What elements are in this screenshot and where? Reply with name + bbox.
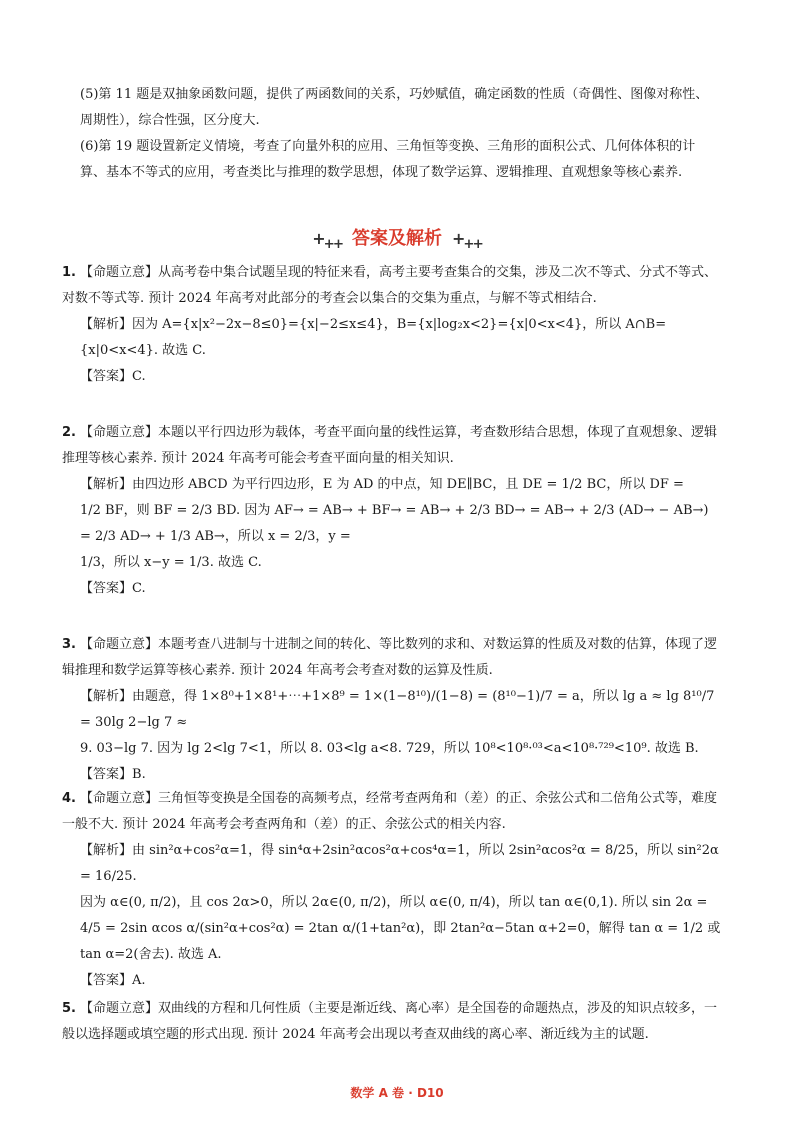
question-number: 5.	[62, 1001, 76, 1016]
analysis-text-1: 由四边形 ABCD 为平行四边形，E 为 AD 的中点，知 DE∥BC，且 DE = 1/2 BC，所以 DF =	[132, 477, 684, 492]
question-number: 4.	[62, 791, 76, 806]
question-number: 3.	[62, 637, 76, 652]
analysis-tag: 【解析】	[80, 317, 133, 332]
section-title	[0, 224, 794, 252]
intent-text: 从高考卷中集合试题呈现的特征来看，高考主要考查集合的交集，涉及二次不等式、分式不等式、对数不等式等. 预计 2024 年高考对此部分的考查会以集合的交集为重点，与解不等式相结合.	[62, 265, 718, 306]
analysis-text-2: 1/2 BF，则 BF = 2/3 BD. 因为 AF→ = AB→ + BF→ = AB→ + 2/3 BD→ = AB→ + 2/3 (AD→ − AB→) = 2/3 AD→ + 1/3 AB→，所以 x = 2/3，y =	[80, 503, 709, 544]
analysis-tag: 【解析】	[80, 689, 133, 704]
page-footer: 数学 A 卷 · D10	[350, 1086, 444, 1100]
intent-tag: 【命题立意】	[80, 791, 159, 806]
analysis-text-1: 由题意，得 1×8⁰+1×8¹+⋯+1×8⁹ = 1×(1−8¹⁰)/(1−8) = (8¹⁰−1)/7 = a，所以 lg a ≈ lg 8¹⁰/7 = 30lg 2−lg 7 ≈	[80, 689, 715, 730]
answer-text: C.	[132, 369, 146, 384]
answer-text: B.	[132, 767, 146, 782]
intent-text: 本题以平行四边形为载体，考查平面向量的线性运算，考查数形结合思想，体现了直观想象、逻辑推理等核心素养. 预计 2024 年高考可能会考查平面向量的相关知识.	[62, 425, 718, 466]
intent-text: 双曲线的方程和几何性质（主要是渐近线、离心率）是全国卷的命题热点，涉及的知识点较多，一般以选择题或填空题的形式出现. 预计 2024 年高考会出现以考查双曲线的离心率、渐近线为主的试题.	[62, 1001, 718, 1042]
analysis-text-2: 9. 03−lg 7. 因为 lg 2<lg 7<1，所以 8. 03<lg a<8. 729，所以 10⁸<10⁸·⁰³<a<10⁸·⁷²⁹<10⁹. 故选 B.	[80, 741, 699, 756]
question-4	[62, 786, 722, 994]
analysis-tag: 【解析】	[80, 477, 133, 492]
intro-item-6: (6)第 19 题设置新定义情境，考查了向量外积的应用、三角恒等变换、三角形的面积公式、几何体体积的计算、基本不等式的应用，考查类比与推理的数学思想，体现了数学运算、逻辑推理、直观想象等核心素养.	[80, 139, 696, 180]
intent-tag: 【命题立意】	[80, 1001, 159, 1016]
analysis-text-3: 4/5 = 2sin αcos α/(sin²α+cos²α) = 2tan α/(1+tan²α)，即 2tan²α−5tan α+2=0，解得 tan α = 1/2 或 tan α=2(舍去). 故选 A.	[80, 921, 721, 962]
analysis-text-2: 因为 α∈(0, π/2)，且 cos 2α>0，所以 2α∈(0, π/2)，所以 α∈(0, π/4)，所以 tan α∈(0,1). 所以 sin 2α =	[80, 895, 708, 910]
answer-text: A.	[132, 973, 146, 988]
analysis-tag: 【解析】	[80, 843, 133, 858]
answer-tag: 【答案】	[80, 973, 133, 988]
question-number: 1.	[62, 265, 76, 280]
answer-tag: 【答案】	[80, 581, 133, 596]
answer-text: C.	[132, 581, 146, 596]
intro-item-5: (5)第 11 题是双抽象函数问题，提供了两函数间的关系，巧妙赋值，确定函数的性质（奇偶性、图像对称性、周期性），综合性强，区分度大.	[80, 87, 709, 128]
intro-section	[80, 82, 720, 186]
intent-text: 三角恒等变换是全国卷的高频考点，经常考查两角和（差）的正、余弦公式和二倍角公式等，难度一般不大. 预计 2024 年高考会考查两角和（差）的正、余弦公式的相关内容.	[62, 791, 718, 832]
analysis-text-1: 由 sin²α+cos²α=1，得 sin⁴α+2sin²αcos²α+cos⁴α=1，所以 2sin²αcos²α = 8/25，所以 sin²2α = 16/25.	[80, 843, 719, 884]
intent-tag: 【命题立意】	[80, 265, 159, 280]
question-5	[62, 996, 722, 1048]
intent-tag: 【命题立意】	[80, 425, 159, 440]
analysis-text-3: 1/3，所以 x−y = 1/3. 故选 C.	[80, 555, 262, 570]
intent-text: 本题考查八进制与十进制之间的转化、等比数列的求和、对数运算的性质及对数的估算，体现了逻辑推理和数学运算等核心素养. 预计 2024 年高考会考查对数的运算及性质.	[62, 637, 718, 678]
question-2	[62, 420, 722, 602]
question-1	[62, 260, 722, 390]
intent-tag: 【命题立意】	[80, 637, 159, 652]
section-title-text: 答案及解析	[352, 228, 442, 249]
sparkle-icon: $+_{++}$	[312, 229, 342, 253]
answer-tag: 【答案】	[80, 767, 133, 782]
question-number: 2.	[62, 425, 76, 440]
question-3	[62, 632, 722, 788]
analysis-text: 因为 A={x|x²−2x−8≤0}={x|−2≤x≤4}，B={x|log₂x<2}={x|0<x<4}，所以 A∩B={x|0<x<4}. 故选 C.	[80, 317, 667, 358]
sparkle-icon: $+_{++}$	[452, 229, 482, 253]
answer-tag: 【答案】	[80, 369, 133, 384]
